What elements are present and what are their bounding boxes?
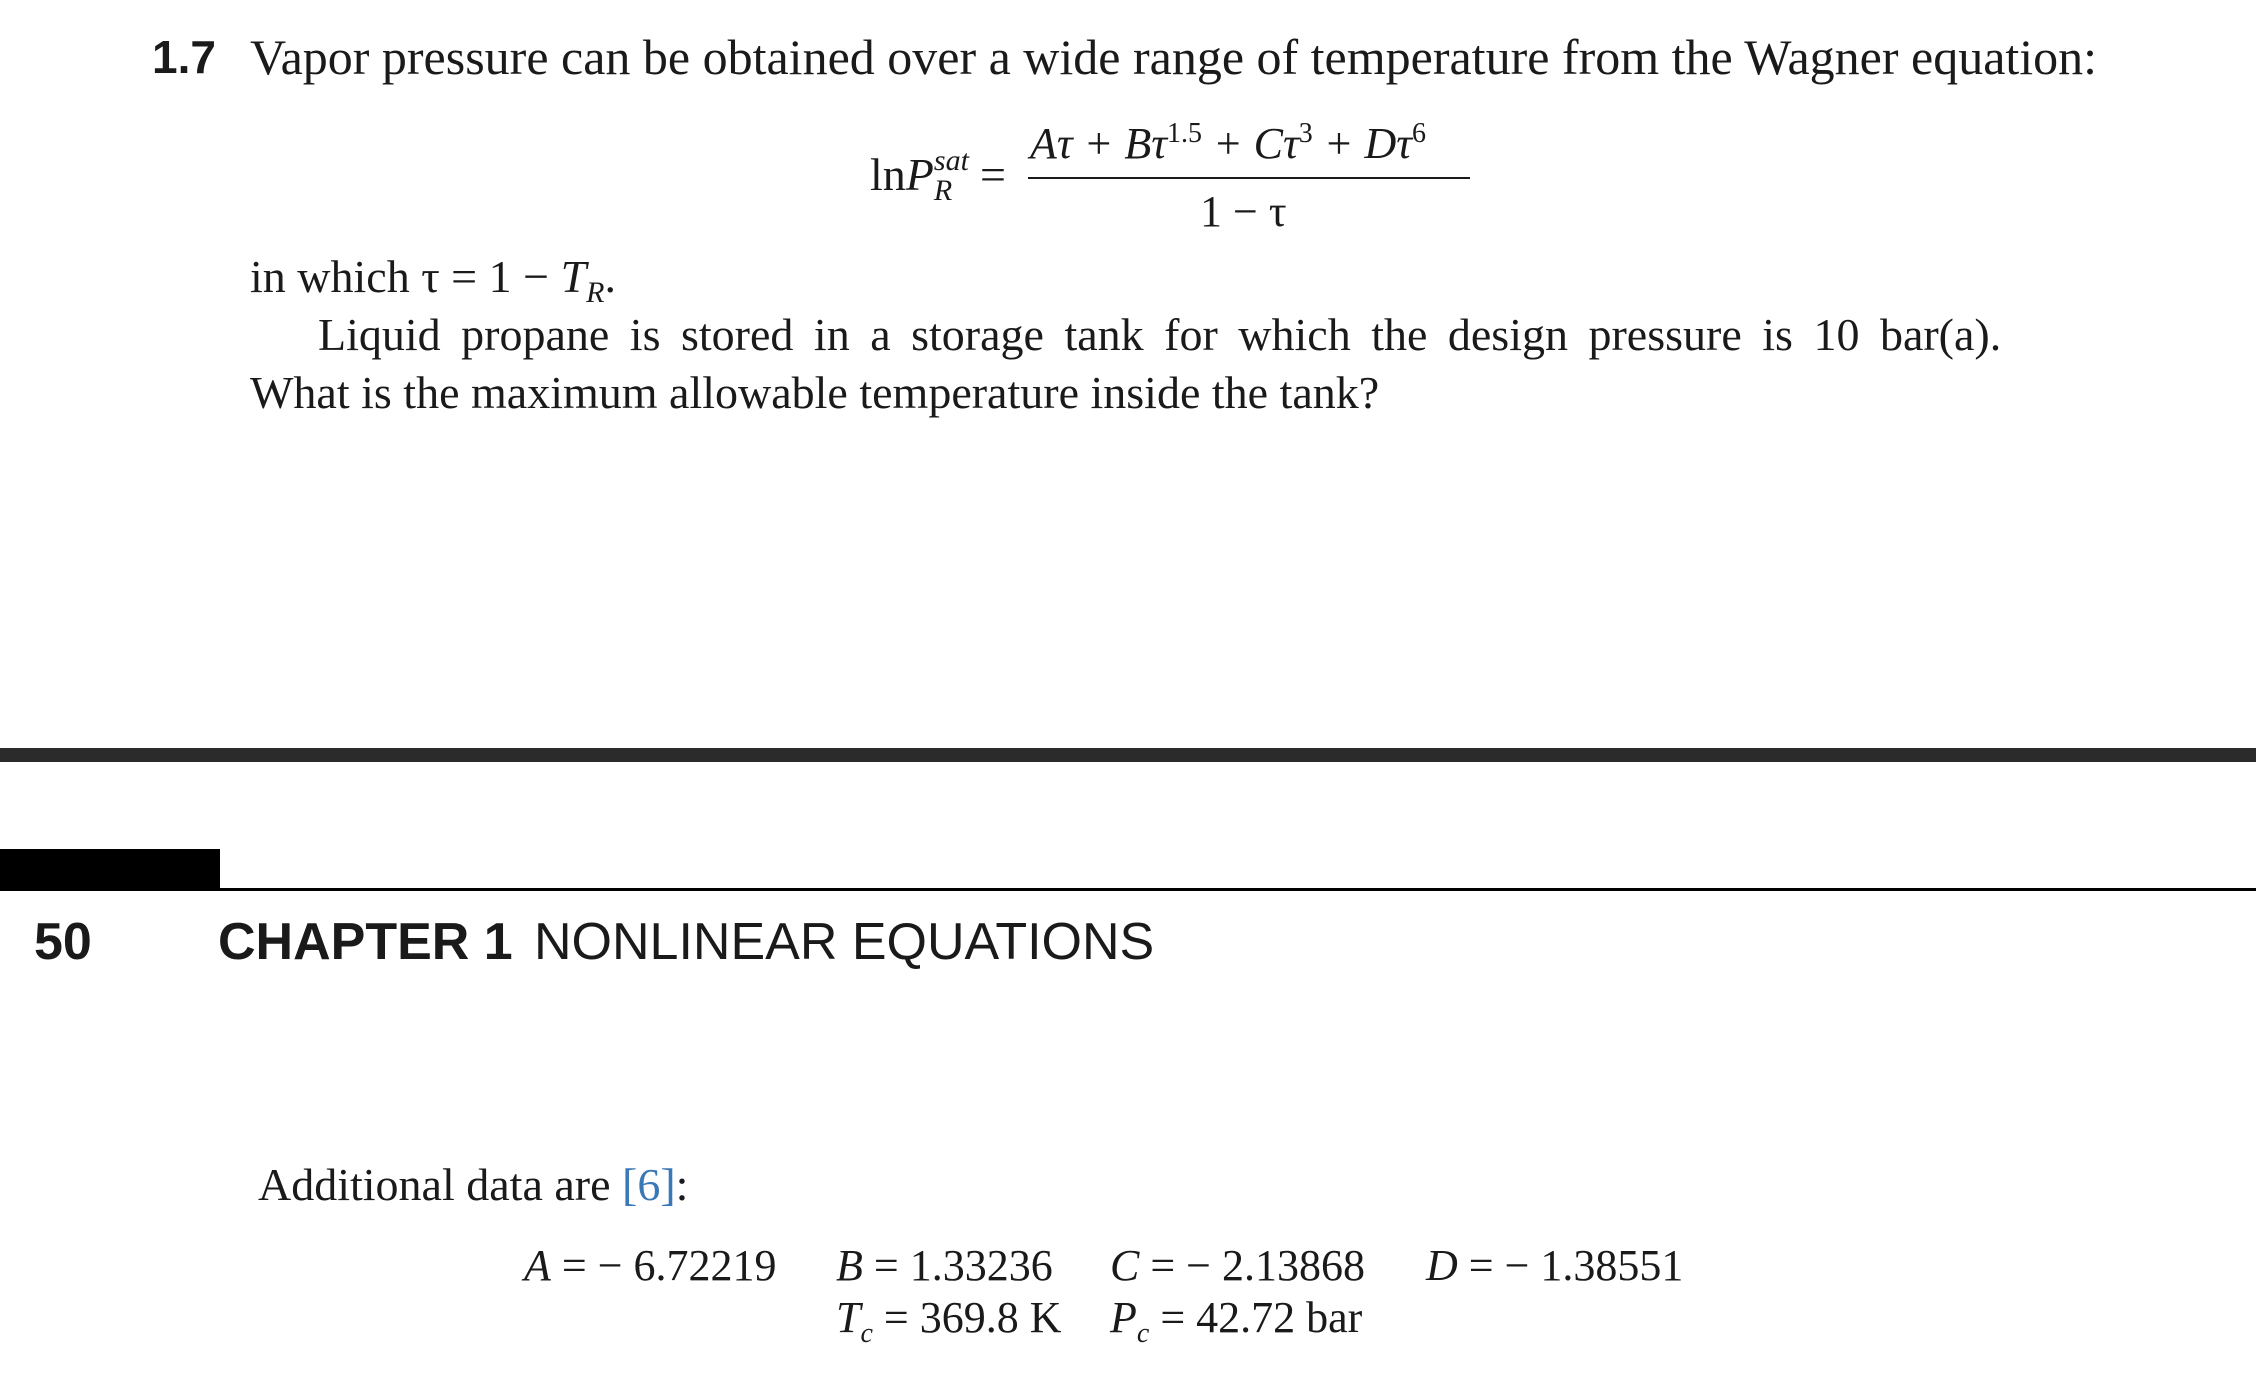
equation-subscript-r: R (933, 174, 953, 207)
tau-definition-var: T (560, 251, 587, 302)
page-number: 50 (34, 913, 92, 971)
equation-term-a: Aτ + Bτ (1030, 119, 1167, 168)
additional-data-lead (258, 1158, 688, 1211)
critical-temperature-name: T (836, 1293, 861, 1342)
chapter-label: CHAPTER 1 (218, 913, 513, 971)
tau-definition-prefix: in which τ = 1 − (250, 251, 561, 302)
equation-equals-sign: = (980, 149, 1006, 200)
constant-d-value: = − 1.38551 (1457, 1241, 1684, 1290)
critical-temperature-value: = 369.8 K (872, 1293, 1062, 1342)
critical-temperature-subscript: c (860, 1317, 873, 1349)
header-rule (220, 888, 2256, 891)
header-black-tab (0, 849, 220, 891)
equation-numerator (1030, 118, 1426, 169)
constant-a (524, 1240, 777, 1291)
constant-b (836, 1240, 1053, 1291)
constant-c-value: = − 2.13868 (1139, 1241, 1365, 1290)
additional-data-colon: : (675, 1159, 689, 1210)
constant-d (1426, 1240, 1683, 1291)
tau-definition-suffix: . (604, 251, 616, 302)
equation-exponent-6: 6 (1411, 118, 1426, 149)
equation-exponent-3: 3 (1298, 118, 1313, 149)
equation-term-c: + Cτ (1201, 119, 1299, 168)
critical-pressure-subscript: c (1136, 1317, 1150, 1349)
citation-link[interactable]: [6] (622, 1159, 676, 1210)
equation-superscript-sat: sat (933, 144, 969, 177)
chapter-title: NONLINEAR EQUATIONS (534, 913, 1155, 971)
additional-data-text: Additional data are (258, 1159, 623, 1210)
critical-pressure-name: P (1110, 1293, 1137, 1342)
critical-pressure-value: = 42.72 bar (1149, 1293, 1363, 1342)
tau-definition-subscript: R (586, 276, 605, 310)
critical-pressure (1110, 1292, 1362, 1350)
constant-a-value: = − 6.72219 (550, 1241, 777, 1290)
constant-b-value: = 1.33236 (862, 1241, 1053, 1290)
problem-paragraph-line-2: What is the maximum allowable temperature inside the tank? (250, 367, 1380, 418)
tau-definition (250, 250, 616, 310)
problem-paragraph-line-1: Liquid propane is stored in a storage tank for which the design pressure is 10 bar(a). (318, 309, 2002, 360)
constant-b-name: B (836, 1241, 863, 1290)
critical-temperature (836, 1292, 1062, 1350)
page-separator (0, 748, 2256, 762)
equation-denominator: 1 − τ (1200, 187, 1287, 236)
equation-exponent-1-5: 1.5 (1166, 118, 1202, 149)
constant-c-name: C (1110, 1241, 1140, 1290)
equation-term-d: + Dτ (1312, 119, 1412, 168)
constant-c (1110, 1240, 1365, 1291)
equation-ln: ln (870, 149, 906, 200)
problem-number: 1.7 (152, 31, 216, 83)
constant-d-name: D (1426, 1241, 1458, 1290)
constant-a-name: A (524, 1241, 551, 1290)
equation-pressure-var: P (905, 149, 934, 200)
problem-intro-text: Vapor pressure can be obtained over a wide range of temperature from the Wagner equation: (250, 29, 2098, 85)
equation-fraction-bar (1028, 177, 1470, 179)
